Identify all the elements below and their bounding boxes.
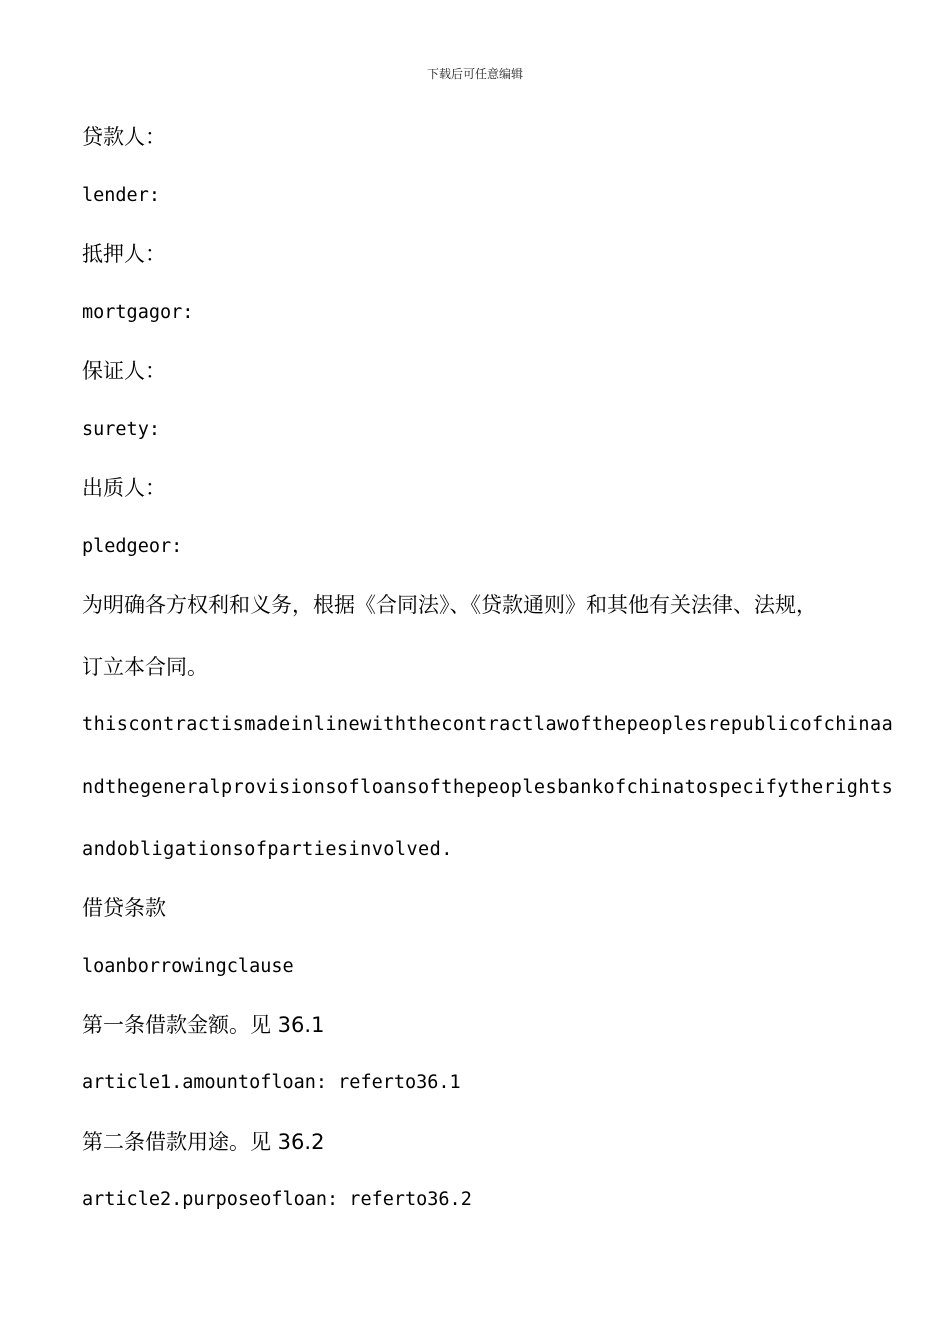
preamble-en-line-2: ndthegeneralprovisionsofloansofthepeoplesbankofchinatospecifytherights <box>82 777 894 798</box>
section-title-en: loanborrowingclause <box>82 956 294 977</box>
section-title-zh: 借贷条款 <box>82 896 166 920</box>
article-2-zh: 第二条借款用途。见 36.2 <box>82 1130 325 1154</box>
pledgeor-label-zh: 出质人： <box>82 476 166 500</box>
surety-label-en: surety: <box>82 419 160 440</box>
preamble-zh-line-1: 为明确各方权利和义务，根据《合同法》、《贷款通则》和其他有关法律、法规， <box>82 593 817 617</box>
mortgagor-label-zh: 抵押人： <box>82 242 166 266</box>
preamble-en-line-1: thiscontractismadeinlinewiththecontractlawofthepeoplesrepublicofchinaa <box>82 714 894 735</box>
page-header: 下载后可任意编辑 <box>426 67 523 81</box>
pledgeor-label-en: pledgeor: <box>82 536 183 557</box>
surety-label-zh: 保证人： <box>82 359 166 383</box>
preamble-en-line-3: andobligationsofpartiesinvolved. <box>82 839 453 860</box>
preamble-zh-line-2: 订立本合同。 <box>82 655 208 679</box>
lender-label-en: lender: <box>82 185 160 206</box>
article-1-zh: 第一条借款金额。见 36.1 <box>82 1013 325 1037</box>
article-1-en: article1.amountofloan: referto36.1 <box>82 1072 461 1093</box>
lender-label-zh: 贷款人： <box>82 125 166 149</box>
article-2-en: article2.purposeofloan: referto36.2 <box>82 1189 472 1210</box>
mortgagor-label-en: mortgagor: <box>82 302 194 323</box>
